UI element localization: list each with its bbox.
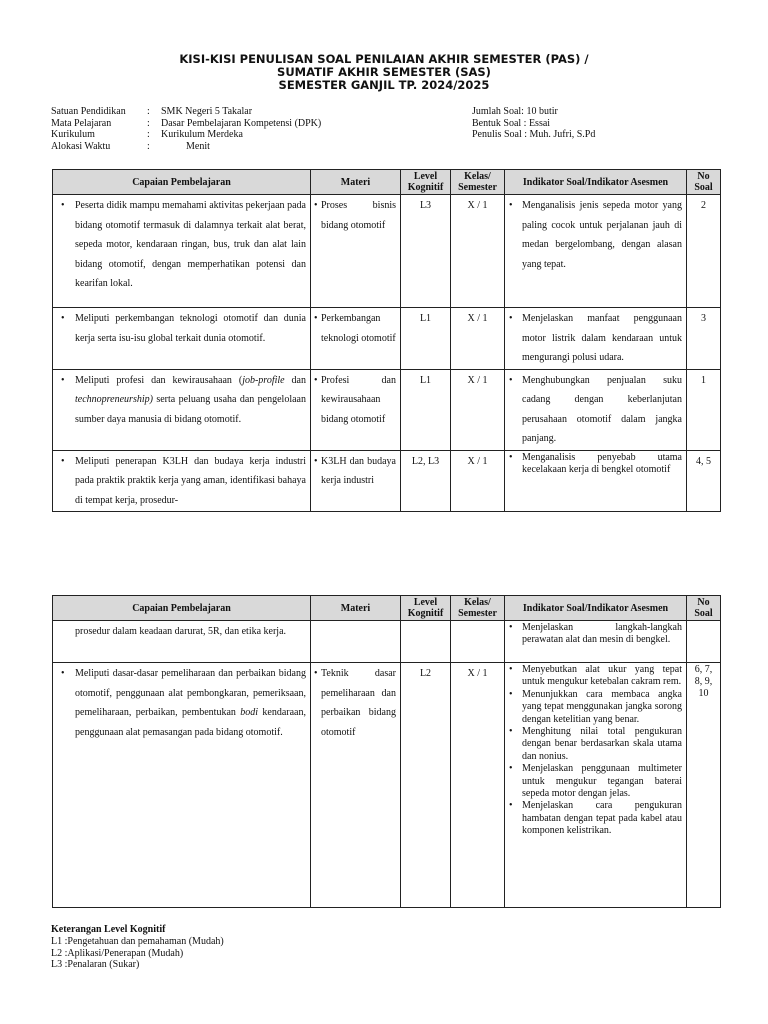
bullet: • bbox=[509, 726, 513, 738]
bullet: • bbox=[314, 374, 318, 386]
indikator-cell bbox=[505, 308, 687, 370]
capaian-text: kendaraan, penggunaan alat pemasangan pada bidang otomotif. bbox=[75, 707, 306, 738]
meta-label: Mata Pelajaran bbox=[51, 117, 112, 129]
meta-colon: : bbox=[147, 129, 150, 141]
indikator-item bbox=[509, 688, 682, 726]
kelas-cell: X / 1 bbox=[451, 663, 505, 908]
header-no-soal: No Soal bbox=[687, 170, 721, 195]
header-no-soal: No Soal bbox=[687, 596, 721, 621]
capaian-cell bbox=[53, 369, 311, 450]
materi-cell bbox=[311, 450, 401, 512]
title-line-2: SUMATIF AKHIR SEMESTER (SAS) bbox=[277, 65, 491, 79]
meta-colon: : bbox=[147, 140, 150, 152]
bullet: • bbox=[314, 455, 318, 467]
capaian-text: Meliputi penerapan K3LH dan budaya kerja industri pada praktik praktik kerja yang aman, identifikasi bahaya di tempat kerja, prosedur- bbox=[75, 455, 306, 506]
level-cell: L2 bbox=[401, 663, 451, 908]
indikator-text: Menjelaskan cara pengukuran hambatan dengan tepat pada kabel atau komponen kelistrikan. bbox=[522, 800, 682, 837]
indikator-text: Menganalisis penyebab utama kecelakaan kerja di bengkel otomotif bbox=[522, 451, 682, 475]
indikator-cell bbox=[505, 195, 687, 308]
bullet: • bbox=[509, 763, 513, 775]
meta-label: Alokasi Waktu bbox=[51, 140, 111, 152]
meta-value: SMK Negeri 5 Takalar bbox=[161, 106, 253, 117]
bullet: • bbox=[509, 622, 513, 633]
indikator-cell bbox=[505, 663, 687, 908]
legend-heading: Keterangan Level Kognitif bbox=[51, 924, 166, 935]
table-row bbox=[53, 663, 721, 908]
meta-value: Menit bbox=[161, 140, 210, 152]
bullet: • bbox=[61, 313, 65, 324]
materi-cell bbox=[311, 195, 401, 308]
header-capaian: Capaian Pembelajaran bbox=[53, 596, 311, 621]
legend-item: L3 :Penalaran (Sukar) bbox=[51, 959, 140, 971]
no-soal-cell: 6, 7, 8, 9, 10 bbox=[687, 663, 721, 908]
bullet: • bbox=[509, 313, 513, 324]
bullet: • bbox=[509, 200, 513, 211]
meta-label: Satuan Pendidikan bbox=[51, 106, 126, 117]
level-cell: L1 bbox=[401, 308, 451, 370]
header-capaian: Capaian Pembelajaran bbox=[53, 170, 311, 195]
level-cell: L2, L3 bbox=[401, 450, 451, 512]
table-row bbox=[53, 308, 721, 370]
bullet: • bbox=[509, 664, 513, 675]
meta-value: Kurikulum Merdeka bbox=[161, 129, 243, 141]
kelas-cell: X / 1 bbox=[451, 369, 505, 450]
materi-cell bbox=[311, 663, 401, 908]
level-cell bbox=[401, 621, 451, 663]
meta-row bbox=[51, 118, 321, 130]
indikator-item bbox=[509, 763, 682, 800]
capaian-cell bbox=[53, 450, 311, 512]
table-row bbox=[53, 195, 721, 308]
header-kelas: Kelas/ Semester bbox=[451, 596, 505, 621]
header-kelas: Kelas/ Semester bbox=[451, 170, 505, 195]
indikator-text: Menjelaskan penggunaan multimeter untuk mengukur tegangan baterai sepeda motor dengan jelas. bbox=[522, 763, 682, 800]
materi-text: K3LH dan budaya kerja industri bbox=[321, 455, 396, 486]
bullet: • bbox=[509, 451, 513, 463]
capaian-italic: job-profile bbox=[242, 374, 285, 386]
indikator-text: Menyebutkan alat ukur yang tepat untuk mengukur ketebalan cakram rem. bbox=[522, 664, 682, 688]
bullet: • bbox=[61, 374, 65, 386]
header-indikator: Indikator Soal/Indikator Asesmen bbox=[505, 596, 687, 621]
materi-text: Proses bisnis bidang otomotif bbox=[321, 200, 396, 231]
capaian-text: Meliputi profesi dan kewirausahaan ( bbox=[75, 374, 243, 386]
header-indikator: Indikator Soal/Indikator Asesmen bbox=[505, 170, 687, 195]
indikator-text: Menjelaskan langkah-langkah perawatan alat dan mesin di bengkel. bbox=[522, 622, 682, 646]
table-row bbox=[53, 621, 721, 663]
capaian-text: dan bbox=[284, 374, 306, 386]
capaian-text: Peserta didik mampu memahami aktivitas pekerjaan pada bidang otomotif termasuk di dalamnya terkait alat berat, sepeda motor, kendaraan ringan, bus, truk dan alat lain bidang otomotif, dengan memperhatikan potensi dan kearifan lokal. bbox=[75, 200, 306, 289]
jumlah-soal: Jumlah Soal: 10 butir bbox=[472, 106, 558, 117]
bullet: • bbox=[61, 668, 65, 679]
bullet: • bbox=[314, 200, 318, 211]
capaian-text: Meliputi dasar-dasar pemeliharaan dan perbaikan bidang otomotif, penggunaan alat pembongkaran, pemeriksaan, pemeliharaan, perbaikan, pembentukan bbox=[75, 668, 306, 718]
indikator-cell bbox=[505, 369, 687, 450]
penulis-soal: Penulis Soal : Muh. Jufri, S.Pd bbox=[472, 129, 596, 141]
legend-item: L2 :Aplikasi/Penerapan (Mudah) bbox=[51, 947, 184, 959]
kisi-table-page-2 bbox=[52, 595, 721, 908]
capaian-text: Meliputi perkembangan teknologi otomotif dan dunia kerja serta isu-isu global terkait dunia otomotif. bbox=[75, 313, 306, 344]
title-line-3: SEMESTER GANJIL TP. 2024/2025 bbox=[278, 78, 490, 92]
table-row bbox=[53, 369, 721, 450]
legend-item: L1 :Pengetahuan dan pemahaman (Mudah) bbox=[51, 935, 224, 947]
meta-colon: : bbox=[147, 106, 150, 117]
table-header-row bbox=[53, 170, 721, 195]
bullet: • bbox=[314, 668, 318, 679]
header-materi: Materi bbox=[311, 170, 401, 195]
header-level: Level Kognitif bbox=[401, 170, 451, 195]
indikator-item bbox=[509, 800, 682, 837]
no-soal-cell: 2 bbox=[687, 195, 721, 308]
materi-text: Perkembangan teknologi otomotif bbox=[321, 313, 396, 344]
capaian-text: serta peluang usaha dan pengelolaan sumber daya manusia di bidang otomotif. bbox=[75, 394, 306, 425]
no-soal-cell bbox=[687, 621, 721, 663]
indikator-item bbox=[509, 664, 682, 689]
bullet: • bbox=[509, 800, 513, 812]
materi-cell bbox=[311, 369, 401, 450]
capaian-italic: bodi bbox=[240, 707, 259, 718]
kelas-cell bbox=[451, 621, 505, 663]
capaian-cell bbox=[53, 195, 311, 308]
bullet: • bbox=[61, 455, 65, 467]
indikator-item bbox=[509, 726, 682, 763]
kisi-table-page-1 bbox=[52, 169, 721, 512]
level-cell: L1 bbox=[401, 369, 451, 450]
document-title bbox=[0, 53, 768, 92]
header-level: Level Kognitif bbox=[401, 596, 451, 621]
kelas-cell: X / 1 bbox=[451, 308, 505, 370]
level-cell: L3 bbox=[401, 195, 451, 308]
materi-text: Teknik dasar pemeliharaan dan perbaikan bidang otomotif bbox=[321, 668, 396, 738]
meta-row bbox=[51, 141, 321, 153]
kelas-cell: X / 1 bbox=[451, 450, 505, 512]
bullet: • bbox=[61, 200, 65, 211]
bullet: • bbox=[509, 374, 513, 386]
indikator-text: Menghubungkan penjualan suku cadang dengan keberlanjutan perusahaan otomotif dalam jangka panjang. bbox=[522, 374, 682, 444]
no-soal-cell: 3 bbox=[687, 308, 721, 370]
no-soal-cell: 1 bbox=[687, 369, 721, 450]
bullet: • bbox=[509, 688, 513, 700]
materi-cell bbox=[311, 308, 401, 370]
meta-row bbox=[51, 106, 321, 118]
materi-cell bbox=[311, 621, 401, 663]
meta-label: Kurikulum bbox=[51, 129, 95, 141]
indikator-text: Menghitung nilai total pengukuran dengan benar berdasarkan skala utama dan nonius. bbox=[522, 726, 682, 762]
meta-value: Dasar Pembelajaran Kompetensi (DPK) bbox=[161, 117, 322, 129]
header-materi: Materi bbox=[311, 596, 401, 621]
meta-row bbox=[51, 129, 321, 141]
table-header-row bbox=[53, 596, 721, 621]
meta-info-left bbox=[51, 106, 321, 152]
kelas-cell: X / 1 bbox=[451, 195, 505, 308]
capaian-cell bbox=[53, 663, 311, 908]
level-legend bbox=[51, 924, 224, 971]
no-soal-cell: 4, 5 bbox=[687, 450, 721, 512]
capaian-text: prosedur dalam keadaan darurat, 5R, dan etika kerja. bbox=[75, 626, 287, 637]
capaian-italic: technopreneurship) bbox=[75, 394, 153, 405]
materi-text: Profesi dan kewirausahaan bidang otomotif bbox=[321, 374, 396, 425]
indikator-cell bbox=[505, 621, 687, 663]
capaian-cell bbox=[53, 308, 311, 370]
indikator-cell bbox=[505, 450, 687, 512]
indikator-text: Menjelaskan manfaat penggunaan motor listrik dalam kendaraan untuk mengurangi polusi udara. bbox=[522, 313, 682, 363]
indikator-text: Menganalisis jenis sepeda motor yang paling cocok untuk perjalanan jauh di medan bergelombang, dengan alasan yang tepat. bbox=[522, 200, 682, 270]
capaian-cell bbox=[53, 621, 311, 663]
indikator-text: Menunjukkan cara membaca angka yang tepat menggunakan jangka sorong dengan ketelitian yang benar. bbox=[522, 688, 682, 725]
bullet: • bbox=[314, 313, 318, 324]
bentuk-soal: Bentuk Soal : Essai bbox=[472, 117, 551, 129]
meta-colon: : bbox=[147, 117, 150, 129]
title-line-1: KISI-KISI PENULISAN SOAL PENILAIAN AKHIR SEMESTER (PAS) / bbox=[179, 52, 589, 66]
meta-info-right bbox=[472, 106, 595, 141]
table-row bbox=[53, 450, 721, 512]
